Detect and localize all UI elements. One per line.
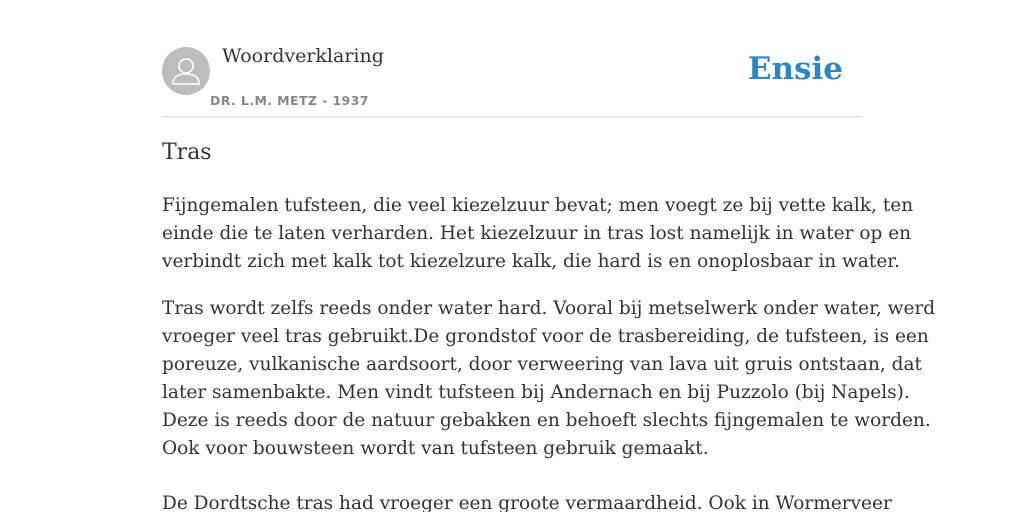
author-avatar[interactable] xyxy=(162,47,210,95)
entry-header xyxy=(162,0,862,117)
text-line: vroeger veel tras gebruikt.De grondstof voor de trasbereiding, de tufsteen, is een xyxy=(162,326,929,347)
text-line: poreuze, vulkanische aardsoort, door verweering van lava uit gruis ontstaan, dat xyxy=(162,354,922,375)
entry-author[interactable]: DR. L.M. METZ - 1937 xyxy=(210,93,369,108)
paragraph-1 xyxy=(162,192,914,276)
text-line: De Dordtsche tras had vroeger een groote vermaardheid. Ook in Wormerveer xyxy=(162,493,892,512)
text-line: Ook voor bouwsteen wordt van tufsteen gebruik gemaakt. xyxy=(162,438,709,459)
ensie-logo[interactable]: Ensie xyxy=(747,51,843,87)
line-break xyxy=(162,463,862,490)
text-line: Fijngemalen tufsteen, die veel kiezelzuur bevat; men voegt ze bij vette kalk, ten xyxy=(162,195,914,216)
user-silhouette-icon xyxy=(162,47,210,95)
text-line: Deze is reeds door de natuur gebakken en behoeft slechts fijngemalen te worden. xyxy=(162,410,931,431)
text-line: later samenbakte. Men vindt tufsteen bij Andernach en bij Puzzolo (bij Napels). xyxy=(162,382,910,403)
entry-category[interactable]: Woordverklaring xyxy=(222,45,384,67)
paragraph-2 xyxy=(162,295,936,512)
text-line: verbindt zich met kalk tot kiezelzure kalk, die hard is en onoplosbaar in water. xyxy=(162,251,900,272)
text-line: Tras wordt zelfs reeds onder water hard. Vooral bij metselwerk onder water, werd xyxy=(162,298,936,319)
entry-title: Tras xyxy=(162,140,212,165)
text-line: einde die te laten verharden. Het kiezelzuur in tras lost namelijk in water op en xyxy=(162,223,912,244)
entry-body xyxy=(162,192,936,512)
